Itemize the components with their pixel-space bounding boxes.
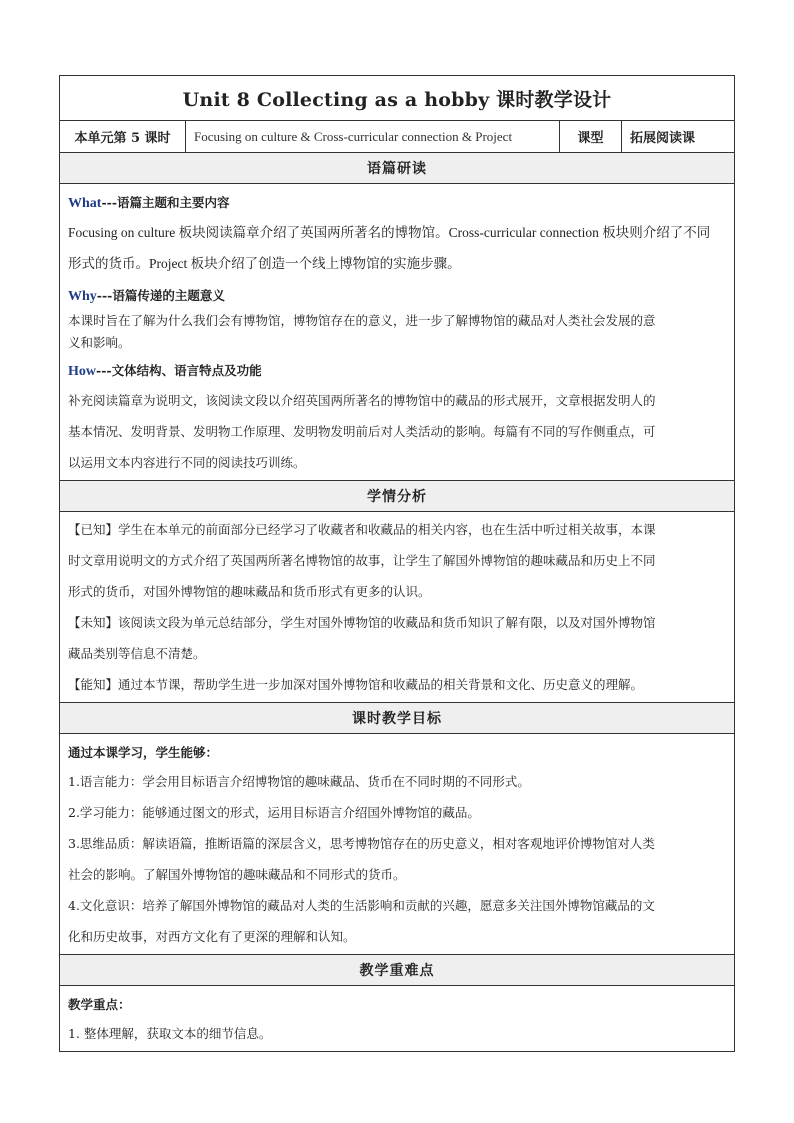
section-heading-key-points: 教学重难点 [60, 955, 735, 986]
goal-thinking-line1: 3.思维品质：解读语篇，推断语篇的深层含义，思考博物馆存在的历史意义，相对客观地评价博物馆对人类 [68, 836, 655, 851]
objectives-intro: 通过本课学习，学生能够： [68, 745, 219, 760]
goal-thinking-line2: 社会的影响。了解国外博物馆的趣味藏品和不同形式的货币。 [68, 867, 406, 882]
why-keyword: Why [68, 289, 97, 304]
lesson-type-value: 拓展阅读课 [622, 121, 735, 153]
what-title: ---语篇主题和主要内容 [101, 195, 230, 210]
how-paragraph-line1: 补充阅读篇章为说明文，该阅读文段以介绍英国两所著名的博物馆中的藏品的形式展开，文章根据发明人的 [68, 393, 656, 408]
what-paragraph-line1: Focusing on culture 板块阅读篇章介绍了英国两所著名的博物馆。Cross-curricular connection 板块则介绍了不同 [68, 225, 711, 240]
goal-language: 1.语言能力：学会用目标语言介绍博物馆的趣味藏品、货币在不同时期的不同形式。 [68, 774, 530, 789]
why-heading [68, 283, 726, 310]
text-analysis-body [60, 184, 735, 481]
key-points-body [60, 986, 735, 1052]
key-points-title: 教学重点： [68, 997, 131, 1012]
why-paragraph-line1: 本课时旨在了解为什么我们会有博物馆，博物馆存在的意义，进一步了解博物馆的藏品对人类社会发展的意 [68, 313, 656, 328]
lesson-number-label: 本单元第 5 课时 [60, 121, 186, 153]
unknown-line2: 藏品类别等信息不清楚。 [68, 646, 206, 661]
section-heading-objectives: 课时教学目标 [60, 703, 735, 734]
document-title: Unit 8 Collecting as a hobby 课时教学设计 [60, 76, 735, 121]
how-title: ---文体结构、语言特点及功能 [96, 363, 262, 378]
how-paragraph-line3: 以运用文本内容进行不同的阅读技巧训练。 [68, 455, 306, 470]
section-heading-text-analysis: 语篇研读 [60, 153, 735, 184]
lesson-content: Focusing on culture & Cross-curricular connection & Project [186, 121, 560, 153]
how-heading [68, 358, 726, 385]
known-line3: 形式的货币，对国外博物馆的趣味藏品和货币形式有更多的认识。 [68, 584, 431, 599]
ability-line1: 【能知】通过本节课，帮助学生进一步加深对国外博物馆和收藏品的相关背景和文化、历史意义的理解。 [68, 677, 644, 692]
what-heading [68, 190, 726, 217]
how-keyword: How [68, 364, 96, 379]
goal-culture-line2: 化和历史故事，对西方文化有了更深的理解和认知。 [68, 929, 356, 944]
what-paragraph-line2: 形式的货币。Project 板块介绍了创造一个线上博物馆的实施步骤。 [68, 256, 461, 271]
lesson-type-label: 课型 [560, 121, 622, 153]
student-analysis-body [60, 512, 735, 703]
what-keyword: What [68, 196, 102, 211]
objectives-body [60, 734, 735, 955]
section-heading-student-analysis: 学情分析 [60, 481, 735, 512]
lesson-plan-table [59, 75, 735, 1052]
goal-learning: 2.学习能力：能够通过图文的形式，运用目标语言介绍国外博物馆的藏品。 [68, 805, 480, 820]
why-title: ---语篇传递的主题意义 [96, 288, 225, 303]
how-paragraph-line2: 基本情况、发明背景、发明物工作原理、发明物发明前后对人类活动的影响。每篇有不同的写作侧重点，可 [68, 424, 656, 439]
goal-culture-line1: 4.文化意识：培养了解国外博物馆的藏品对人类的生活影响和贡献的兴趣，愿意多关注国外博物馆藏品的文 [68, 898, 655, 913]
known-line2: 时文章用说明文的方式介绍了英国两所著名博物馆的故事，让学生了解国外博物馆的趣味藏品和历史上不同 [68, 553, 656, 568]
unknown-line1: 【未知】该阅读文段为单元总结部分，学生对国外博物馆的收藏品和货币知识了解有限，以及对国外博物馆 [68, 615, 656, 630]
key-point-1: 1. 整体理解，获取文本的细节信息。 [68, 1026, 272, 1041]
known-line1: 【已知】学生在本单元的前面部分已经学习了收藏者和收藏品的相关内容，也在生活中听过相关故事，本课 [68, 522, 656, 537]
why-paragraph-line2: 义和影响。 [68, 335, 131, 350]
